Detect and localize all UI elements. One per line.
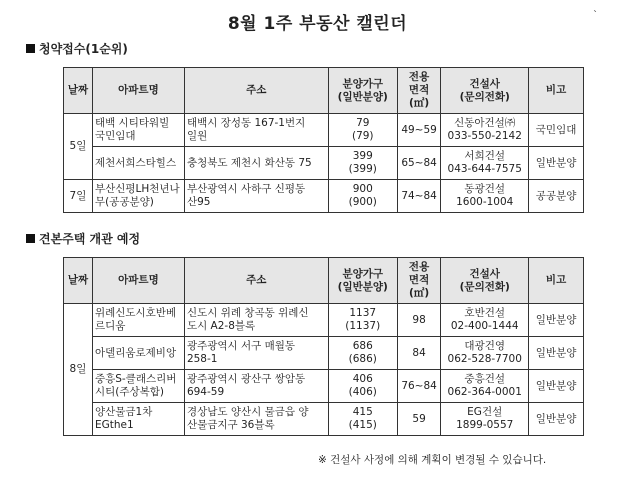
builder-cell: 대광건영 062-528-7700	[441, 337, 529, 370]
address-cell: 광주광역시 광산구 쌍암동 694-59	[184, 370, 328, 403]
section-subscription	[26, 40, 128, 57]
builder-cell: EG건설 1899-0557	[441, 403, 529, 436]
section-model-house	[26, 230, 140, 247]
header-area: 전용 면적 (㎡)	[397, 258, 440, 304]
area-cell: 76~84	[397, 370, 440, 403]
header-note: 비고	[529, 258, 584, 304]
area-cell: 49~59	[397, 114, 440, 147]
builder-cell: 중흥건설 062-364-0001	[441, 370, 529, 403]
area-cell: 74~84	[397, 180, 440, 213]
header-units: 분양가구 (일반분양)	[328, 68, 397, 114]
units-cell: 415 (415)	[328, 403, 397, 436]
note-cell: 일반분양	[529, 147, 584, 180]
address-cell: 광주광역시 서구 매월동 258-1	[184, 337, 328, 370]
table-header-row	[64, 68, 584, 114]
header-builder: 건설사 (문의전화)	[441, 258, 529, 304]
address-cell: 신도시 위례 창곡동 위례신 도시 A2-8블록	[184, 304, 328, 337]
section-subscription-label: 청약접수(1순위)	[39, 42, 128, 56]
table-row	[64, 304, 584, 337]
builder-cell: 서희건설 043-644-7575	[441, 147, 529, 180]
corner-mark: `	[593, 10, 598, 21]
square-bullet-icon	[26, 234, 35, 243]
apartment-name-cell: 태백 시티타워빌 국민임대	[92, 114, 184, 147]
header-note: 비고	[529, 68, 584, 114]
note-cell: 일반분양	[529, 370, 584, 403]
note-cell: 일반분양	[529, 403, 584, 436]
builder-cell: 동광건설 1600-1004	[441, 180, 529, 213]
apartment-name-cell: 아델리움로제비앙	[92, 337, 184, 370]
address-cell: 경상남도 양산시 물금읍 양 산물금지구 36블록	[184, 403, 328, 436]
units-cell: 79 (79)	[328, 114, 397, 147]
note-cell: 국민임대	[529, 114, 584, 147]
apartment-name-cell: 양산물금1차 EGthe1	[92, 403, 184, 436]
note-cell: 공공분양	[529, 180, 584, 213]
apartment-name-cell: 부산신평LH천년나 무(공공분양)	[92, 180, 184, 213]
units-cell: 406 (406)	[328, 370, 397, 403]
header-area: 전용 면적 (㎡)	[397, 68, 440, 114]
date-cell: 7일	[64, 180, 93, 213]
table-row	[64, 114, 584, 147]
area-cell: 65~84	[397, 147, 440, 180]
table-header-row	[64, 258, 584, 304]
table-row	[64, 370, 584, 403]
date-cell: 8일	[64, 304, 93, 436]
square-bullet-icon	[26, 44, 35, 53]
apartment-name-cell: 제천서희스타힐스	[92, 147, 184, 180]
header-date: 날짜	[64, 68, 93, 114]
header-units: 분양가구 (일반분양)	[328, 258, 397, 304]
header-address: 주소	[184, 68, 328, 114]
note-cell: 일반분양	[529, 337, 584, 370]
area-cell: 98	[397, 304, 440, 337]
header-builder: 건설사 (문의전화)	[441, 68, 529, 114]
area-cell: 59	[397, 403, 440, 436]
header-date: 날짜	[64, 258, 93, 304]
subscription-table	[63, 67, 584, 213]
section-model-house-label: 견본주택 개관 예정	[39, 232, 141, 246]
builder-cell: 신동아건설㈜ 033-550-2142	[441, 114, 529, 147]
header-address: 주소	[184, 258, 328, 304]
date-cell: 5일	[64, 114, 93, 180]
apartment-name-cell: 위례신도시호반베 르디움	[92, 304, 184, 337]
area-cell: 84	[397, 337, 440, 370]
units-cell: 1137 (1137)	[328, 304, 397, 337]
header-apartment: 아파트명	[92, 68, 184, 114]
address-cell: 충청북도 제천시 화산동 75	[184, 147, 328, 180]
header-apartment: 아파트명	[92, 258, 184, 304]
units-cell: 686 (686)	[328, 337, 397, 370]
footnote: ※ 건설사 사정에 의해 계획이 변경될 수 있습니다.	[318, 454, 547, 466]
table-row	[64, 337, 584, 370]
address-cell: 태백시 장성동 167-1번지 일원	[184, 114, 328, 147]
table-row	[64, 180, 584, 213]
apartment-name-cell: 중흥S-클래스리버 시티(주상복합)	[92, 370, 184, 403]
note-cell: 일반분양	[529, 304, 584, 337]
table-row	[64, 147, 584, 180]
page-title: 8월 1주 부동산 캘린더	[227, 14, 408, 34]
builder-cell: 호반건설 02-400-1444	[441, 304, 529, 337]
units-cell: 399 (399)	[328, 147, 397, 180]
units-cell: 900 (900)	[328, 180, 397, 213]
table-row	[64, 403, 584, 436]
model-house-table	[63, 257, 584, 436]
address-cell: 부산광역시 사하구 신평동 산95	[184, 180, 328, 213]
